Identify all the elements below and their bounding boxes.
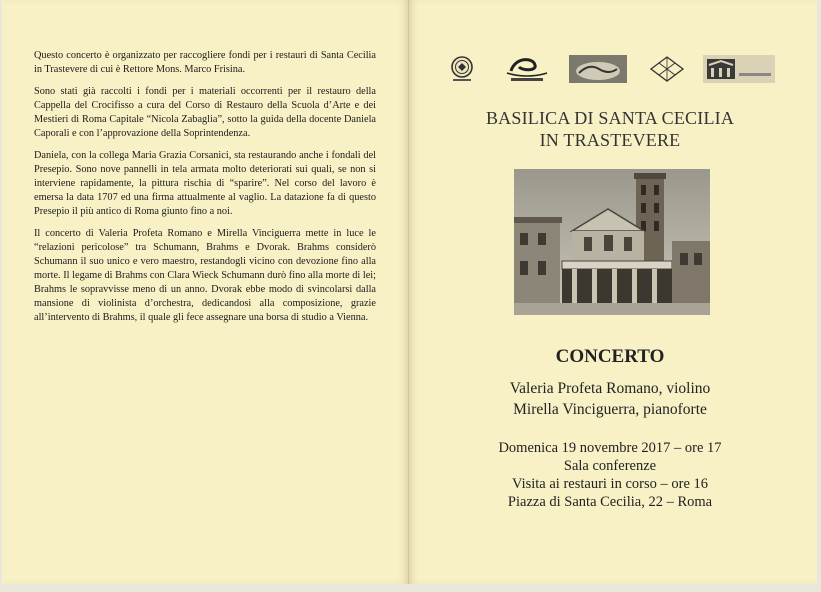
left-page-text xyxy=(34,49,376,333)
page-fold xyxy=(408,0,409,584)
event-address: Piazza di Santa Cecilia, 22 – Roma xyxy=(507,494,713,510)
sponsor-wave-logo xyxy=(505,55,549,83)
building-logo xyxy=(703,55,775,83)
landscape-logo xyxy=(569,55,627,83)
basilica-title-line2: IN TRASTEVERE xyxy=(539,130,681,150)
paragraph-chapel-restoration: Sono stati già raccolti i fondi per i materiali occorrenti per il restauro della Cappella del Crocifisso a cura del Corso di Restauro della Scuola d’Arte e dei Mestieri di Roma Capitale “Nicola Zabaglia”, sotto la guida della docente Daniela Caporali e con l’approvazione della Soprintendenza. xyxy=(34,86,376,139)
paragraph-nativity-restoration: Daniela, con la collega Maria Grazia Corsanici, sta restaurando anche i fondali del Presepio. Sono nove pannelli in tela armata molto deteriorati sui quali, se non si interviene rapidamente, la pittura rischia di “sparire”. Nel corso del lavoro è emersa la data 1707 ed una firma attualmente al vaglio. La datazione fa di questo Presepio il più antico di Roma giunto fino a noi. xyxy=(34,150,376,217)
performer-violin: Valeria Profeta Romano, violino xyxy=(509,380,711,397)
event-venue: Sala conferenze xyxy=(563,458,657,474)
event-date: Domenica 19 novembre 2017 – ore 17 xyxy=(498,440,722,456)
restoration-visit: Visita ai restauri in corso – ore 16 xyxy=(511,476,709,492)
sponsor-logos xyxy=(447,55,777,85)
basilica-photo xyxy=(514,169,710,315)
concert-heading: CONCERTO xyxy=(555,346,665,367)
paragraph-fundraising: Questo concerto è organizzato per raccogliere fondi per i restauri di Santa Cecilia in Trastevere di cui è Rettore Mons. Marco Frisina. xyxy=(34,50,376,75)
club-seal-logo xyxy=(447,55,477,83)
basilica-title-line1: BASILICA DI SANTA CECILIA xyxy=(485,108,735,128)
diamond-emblem-logo xyxy=(647,55,687,83)
paragraph-concert-description: Il concerto di Valeria Profeta Romano e Mirella Vinciguerra mette in luce le “relazioni pericolose” tra Schumann, Brahms e Dvorak. Brahms considerò Schumann il suo unico e vero maestro, restandogli vicino con devozione fino alla morte. Il legame di Brahms con Clara Wieck Schumann durò fino alla morte di lei; Brahms le sopravvisse meno di un anno. Dvorak ebbe modo di svincolarsi dalla mansione di violinista d’orchestra, dedicandosi alla composizione, grazie all’intervento di Brahms, il quale gli fece assegnare una borsa di studio a Vienna. xyxy=(34,228,376,323)
performer-piano: Mirella Vinciguerra, pianoforte xyxy=(513,401,707,418)
